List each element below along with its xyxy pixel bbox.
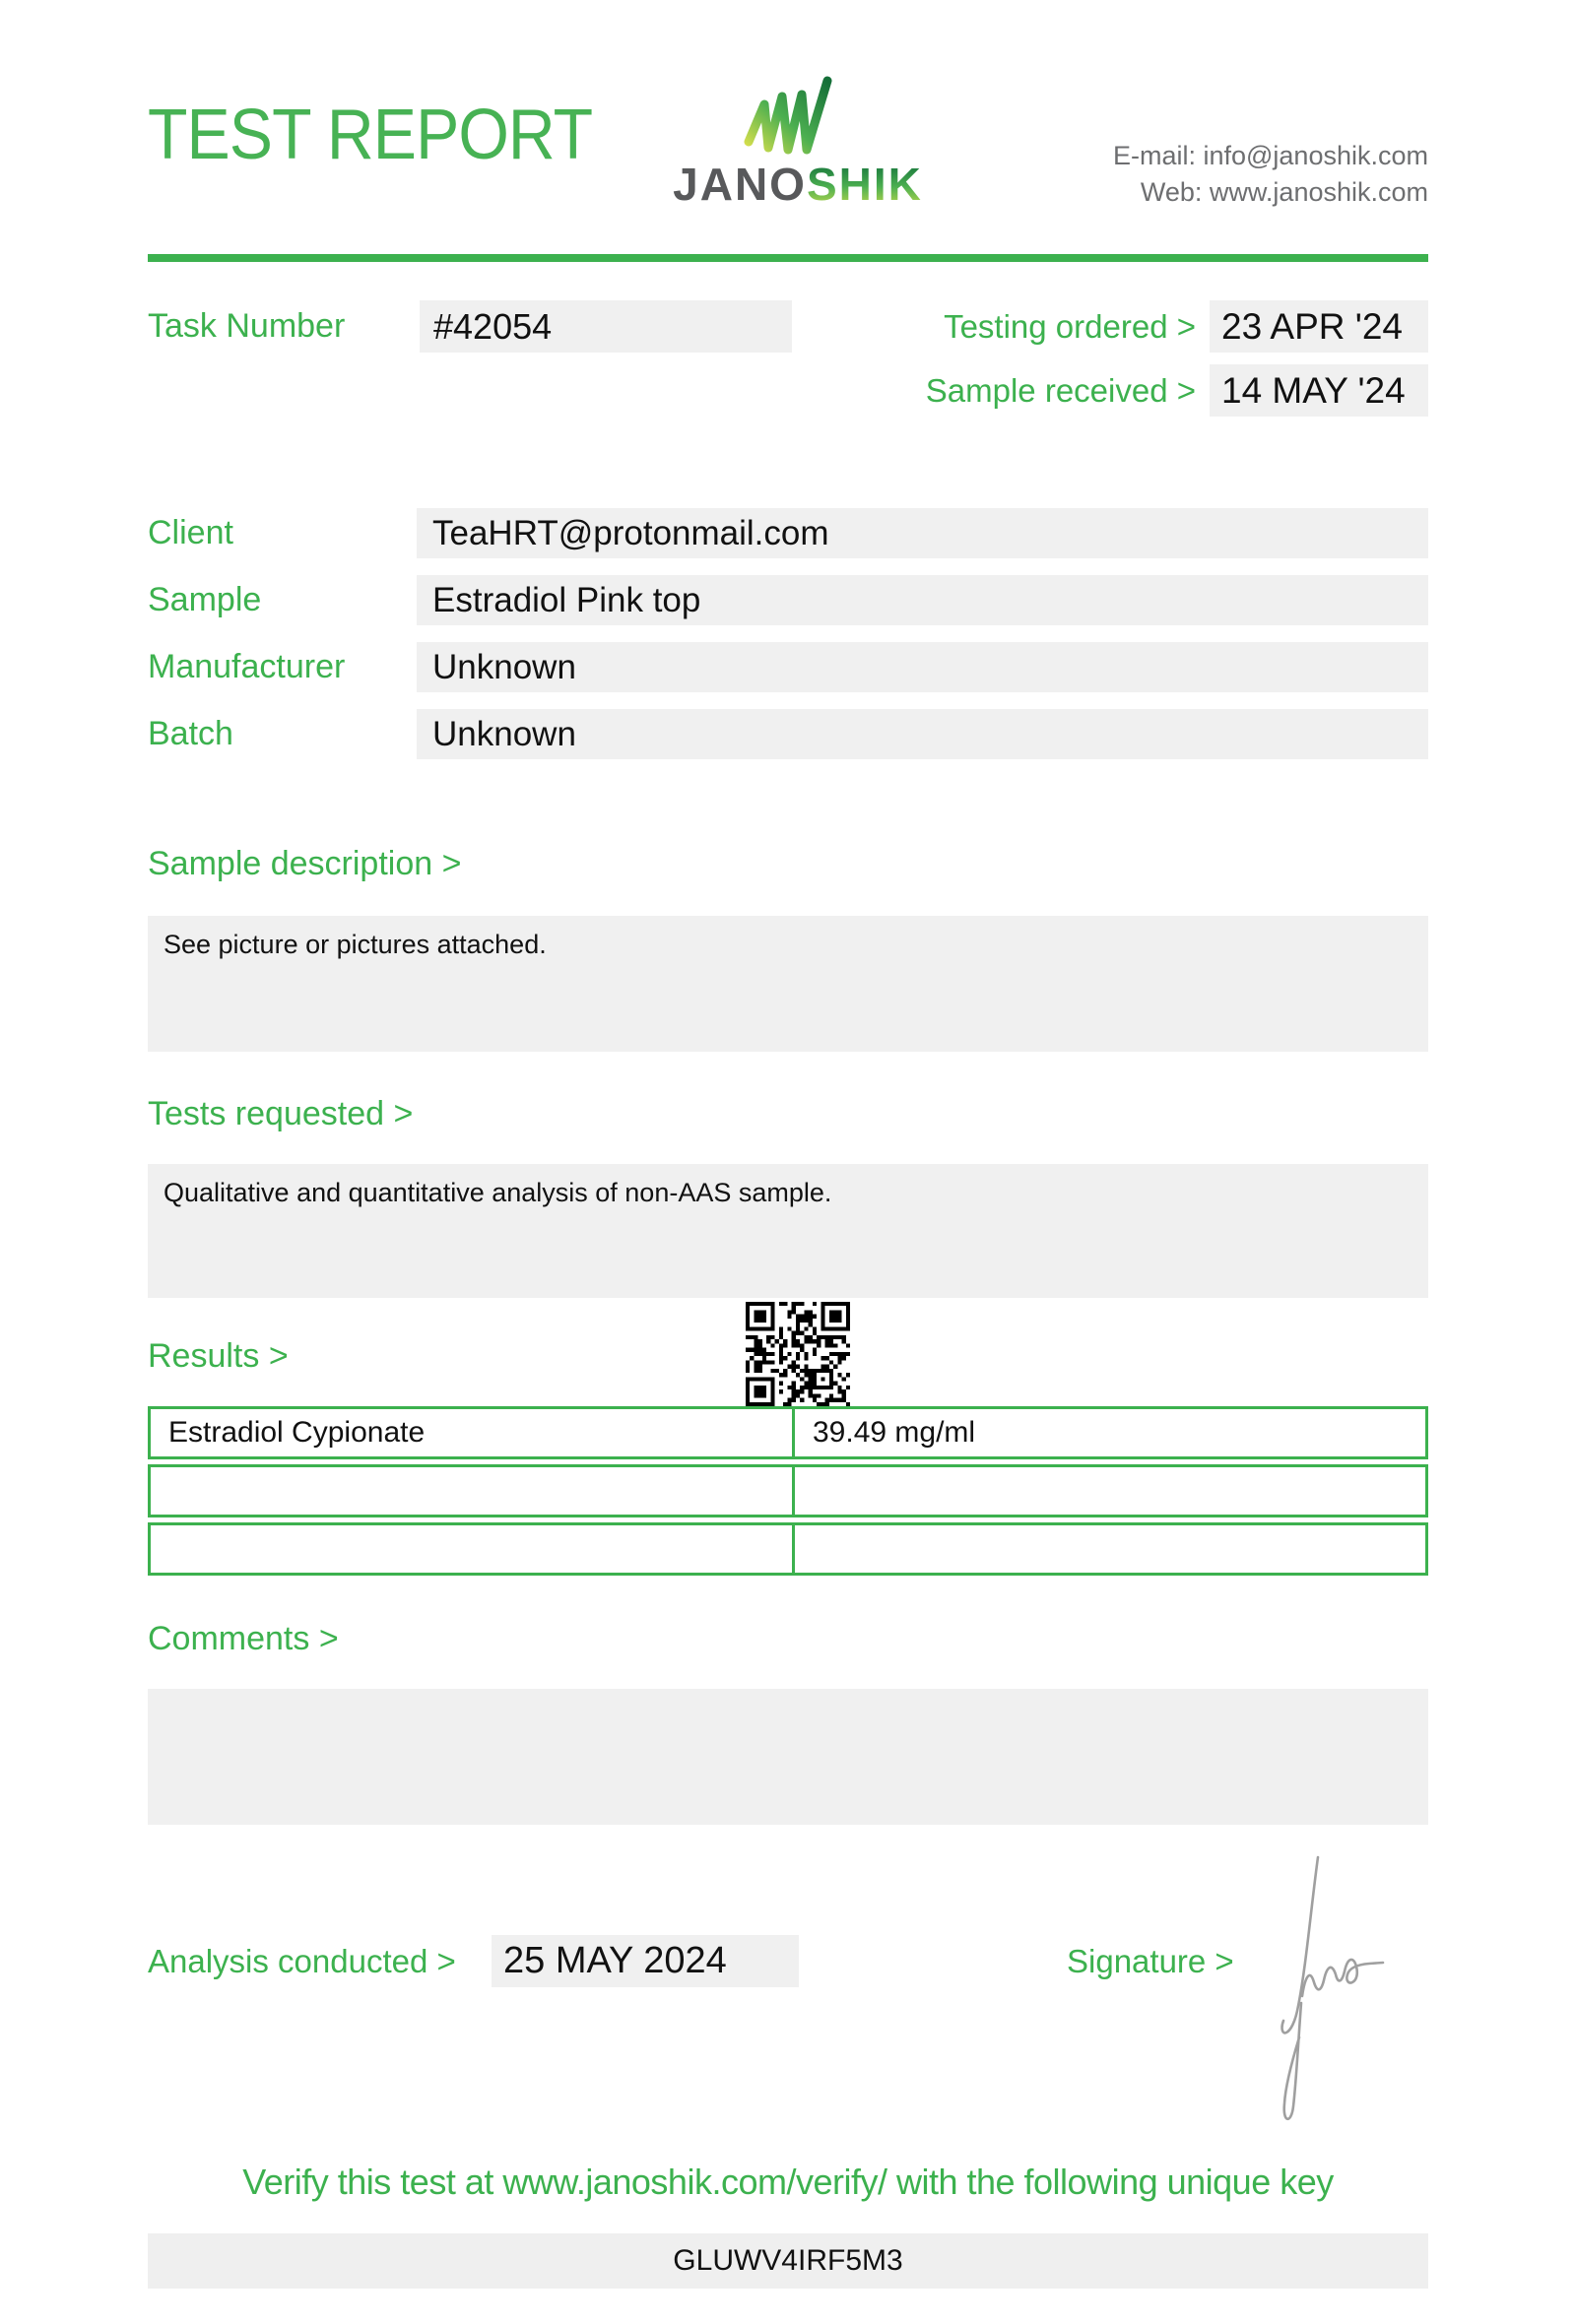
testing-ordered-value: 23 APR '24 <box>1210 300 1428 353</box>
sample-value: Estradiol Pink top <box>417 575 1428 625</box>
header-divider <box>148 254 1428 262</box>
analysis-date-value: 25 MAY 2024 <box>492 1935 799 1987</box>
result-substance <box>151 1525 795 1573</box>
logo-word-green: SHIK <box>806 159 923 210</box>
table-row <box>148 1406 1428 1459</box>
sample-label: Sample <box>148 581 262 618</box>
result-concentration: 39.49 mg/ml <box>813 1416 976 1449</box>
contact-email: E-mail: info@janoshik.com <box>1112 141 1428 170</box>
result-substance <box>151 1467 795 1515</box>
table-row <box>148 1464 1428 1517</box>
manufacturer-label: Manufacturer <box>148 648 346 685</box>
logo-wordmark <box>650 158 946 211</box>
client-value: TeaHRT@protonmail.com <box>417 508 1428 558</box>
tests-requested-box: Qualitative and quantitative analysis of non-AAS sample. <box>148 1164 1428 1298</box>
analysis-conducted-label: Analysis conducted > <box>148 1942 456 1979</box>
janoshik-logo <box>650 69 946 211</box>
sample-received-row <box>926 364 1428 417</box>
testing-ordered-row <box>944 300 1428 353</box>
logo-word-dark: JANO <box>673 159 807 210</box>
batch-label: Batch <box>148 715 233 752</box>
results-table <box>148 1406 1428 1581</box>
sample-description-heading: Sample description > <box>148 845 462 882</box>
growth-chart-icon <box>739 69 857 163</box>
sample-received-label: Sample received > <box>925 371 1196 409</box>
result-concentration <box>795 1525 1425 1573</box>
signature-label: Signature > <box>1067 1942 1234 1979</box>
comments-box <box>148 1689 1428 1825</box>
result-substance: Estradiol Cypionate <box>151 1409 795 1456</box>
task-number-label: Task Number <box>148 307 346 345</box>
contact-web: Web: www.janoshik.com <box>1140 177 1428 207</box>
tests-requested-heading: Tests requested > <box>148 1095 414 1132</box>
task-number-value: #42054 <box>420 300 792 353</box>
sample-description-box: See picture or pictures attached. <box>148 916 1428 1052</box>
result-concentration <box>795 1467 1425 1515</box>
sample-received-value: 14 MAY '24 <box>1210 364 1428 417</box>
table-row <box>148 1522 1428 1576</box>
page-title: TEST REPORT <box>148 96 593 174</box>
batch-value: Unknown <box>417 709 1428 759</box>
verify-key-value: GLUWV4IRF5M3 <box>148 2233 1428 2289</box>
results-heading: Results > <box>148 1337 289 1375</box>
contact-info <box>1113 138 1428 211</box>
comments-heading: Comments > <box>148 1620 339 1657</box>
client-label: Client <box>148 514 233 551</box>
manufacturer-value: Unknown <box>417 642 1428 692</box>
signature-image <box>1266 1834 1463 2149</box>
qr-code <box>746 1302 850 1406</box>
verify-instruction: Verify this test at www.janoshik.com/verify/ with the following unique key <box>242 2162 1334 2202</box>
testing-ordered-label: Testing ordered > <box>944 307 1196 345</box>
